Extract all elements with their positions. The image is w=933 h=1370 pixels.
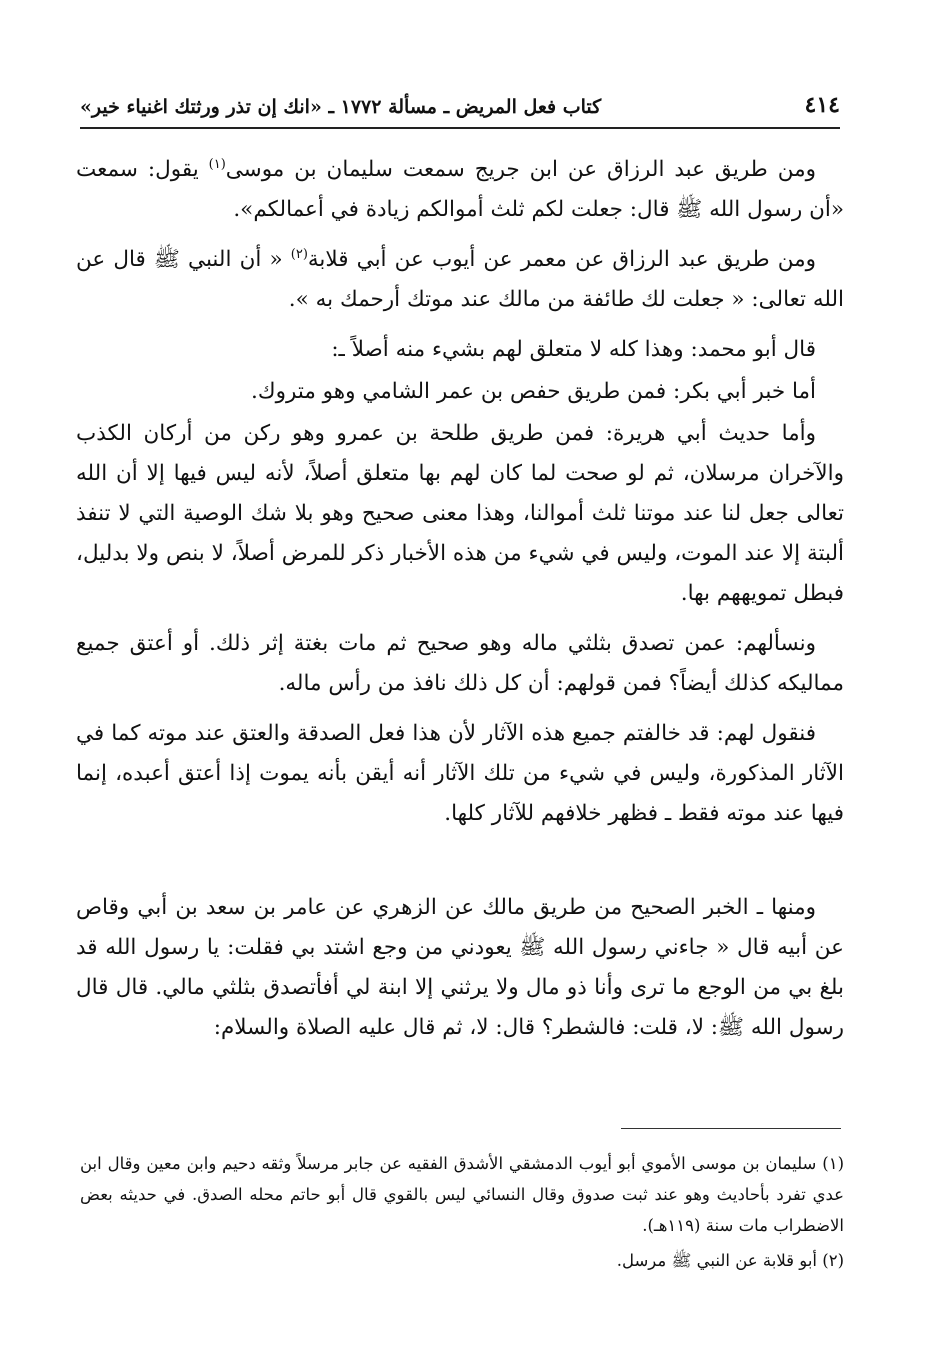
paragraph-6: ونسألهم: عمن تصدق بثلثي ماله وهو صحيح ثم مات بغتة إثر ذلك. أو أعتق جميع مماليكه كذلك أيضاً؟ فمن قولهم: أن كل ذلك نافذ من رأس ماله. bbox=[76, 631, 844, 696]
paragraph-7: فنقول لهم: قد خالفتم جميع هذه الآثار لأن هذا فعل الصدقة والعتق عند موته كما في الآثار المذكورة، وليس في شيء من تلك الآثار أنه أيقن بأنه يموت إذا أعتق أعبده، إنما فيها عند موته فقط ـ فظهر خلافهم للآثار كلها. bbox=[76, 721, 844, 826]
footnote-ref-2: (٢) bbox=[290, 246, 308, 262]
footnote-rule bbox=[621, 1128, 841, 1129]
paragraph-5: وأما حديث أبي هريرة: فمن طريق طلحة بن عمرو وهو ركن من أركان الكذب والآخران مرسلان، ثم لو صحت لما كان لهم بها متعلق أصلاً، لأنه ليس فيها إلا أن الله تعالى جعل لنا عند موتنا ثلث أموالنا، وهذا معنى صحيح وهو بلا شك الوصية التي لا تنفذ ألبتة إلا عند الموت، وليس في شيء من هذه الأخبار ذكر للمرض أصلاً، لا بنص ولا بدليل، فبطل تمويههم بها. bbox=[76, 421, 844, 606]
paragraph-1: ومن طريق عبد الرزاق عن ابن جريج سمعت سليمان بن موسى$^{(١)}$ يقول: سمعت «أن رسول الله ﷺ قال: جعلت لكم ثلث أموالكم زيادة في أعمالكم». bbox=[76, 156, 844, 222]
paragraph-3: قال أبو محمد: وهذا كله لا متعلق لهم بشيء منه أصلاً ـ: bbox=[331, 337, 816, 362]
page-header bbox=[80, 78, 840, 118]
header-rule bbox=[80, 127, 840, 129]
paragraph-8: ومنها ـ الخبر الصحيح من طريق مالك عن الزهري عن عامر بن سعد بن أبي وقاص عن أبيه قال « جاءني رسول الله ﷺ يعودني من وجع اشتد بي فقلت: يا رسول الله قد بلغ بي من الوجع ما ترى وأنا ذو مال ولا يرثني إلا ابنة لي أفأتصدق بثلثي مالي. قال قال رسول الله ﷺ: لا، قلت: فالشطر؟ قال: لا، ثم قال عليه الصلاة والسلام: bbox=[76, 895, 844, 1040]
footnote-1: (١) سليمان بن موسى الأموي أبو أيوب الدمشقي الأشدق الفقيه عن جابر مرسلاً وثقه دحيم وابن معين وقال ابن عدي تفرد بأحاديث وهو عند ثبت صدوق وقال النسائي ليس بالقوي قال أبو حاتم محله الصدق. في حديثه بعض الاضطراب مات سنة (١١٩هـ). bbox=[80, 1154, 844, 1235]
main-text bbox=[76, 150, 844, 1058]
paragraph-4: أما خبر أبي بكر: فمن طريق حفص بن عمر الشامي وهو متروك. bbox=[251, 379, 816, 404]
paragraph-2: ومن طريق عبد الرزاق عن معمر عن أيوب عن أبي قلابة$^{(٢)}$ « أن النبي ﷺ قال عن الله تعالى: « جعلت لك طائفة من مالك عند موتك أرحمك به ». bbox=[76, 246, 844, 312]
footnote-2: (٢) أبو قلابة عن النبي ﷺ مرسل. bbox=[616, 1251, 844, 1270]
footnotes bbox=[80, 1148, 844, 1280]
footnote-ref-1: (١) bbox=[208, 156, 226, 172]
running-title: كتاب فعل المريض ـ مسألة ١٧٧٢ ـ «انك إن تذر ورثتك اغنياء خير» bbox=[80, 96, 602, 118]
page-number: ٤١٤ bbox=[804, 92, 840, 118]
